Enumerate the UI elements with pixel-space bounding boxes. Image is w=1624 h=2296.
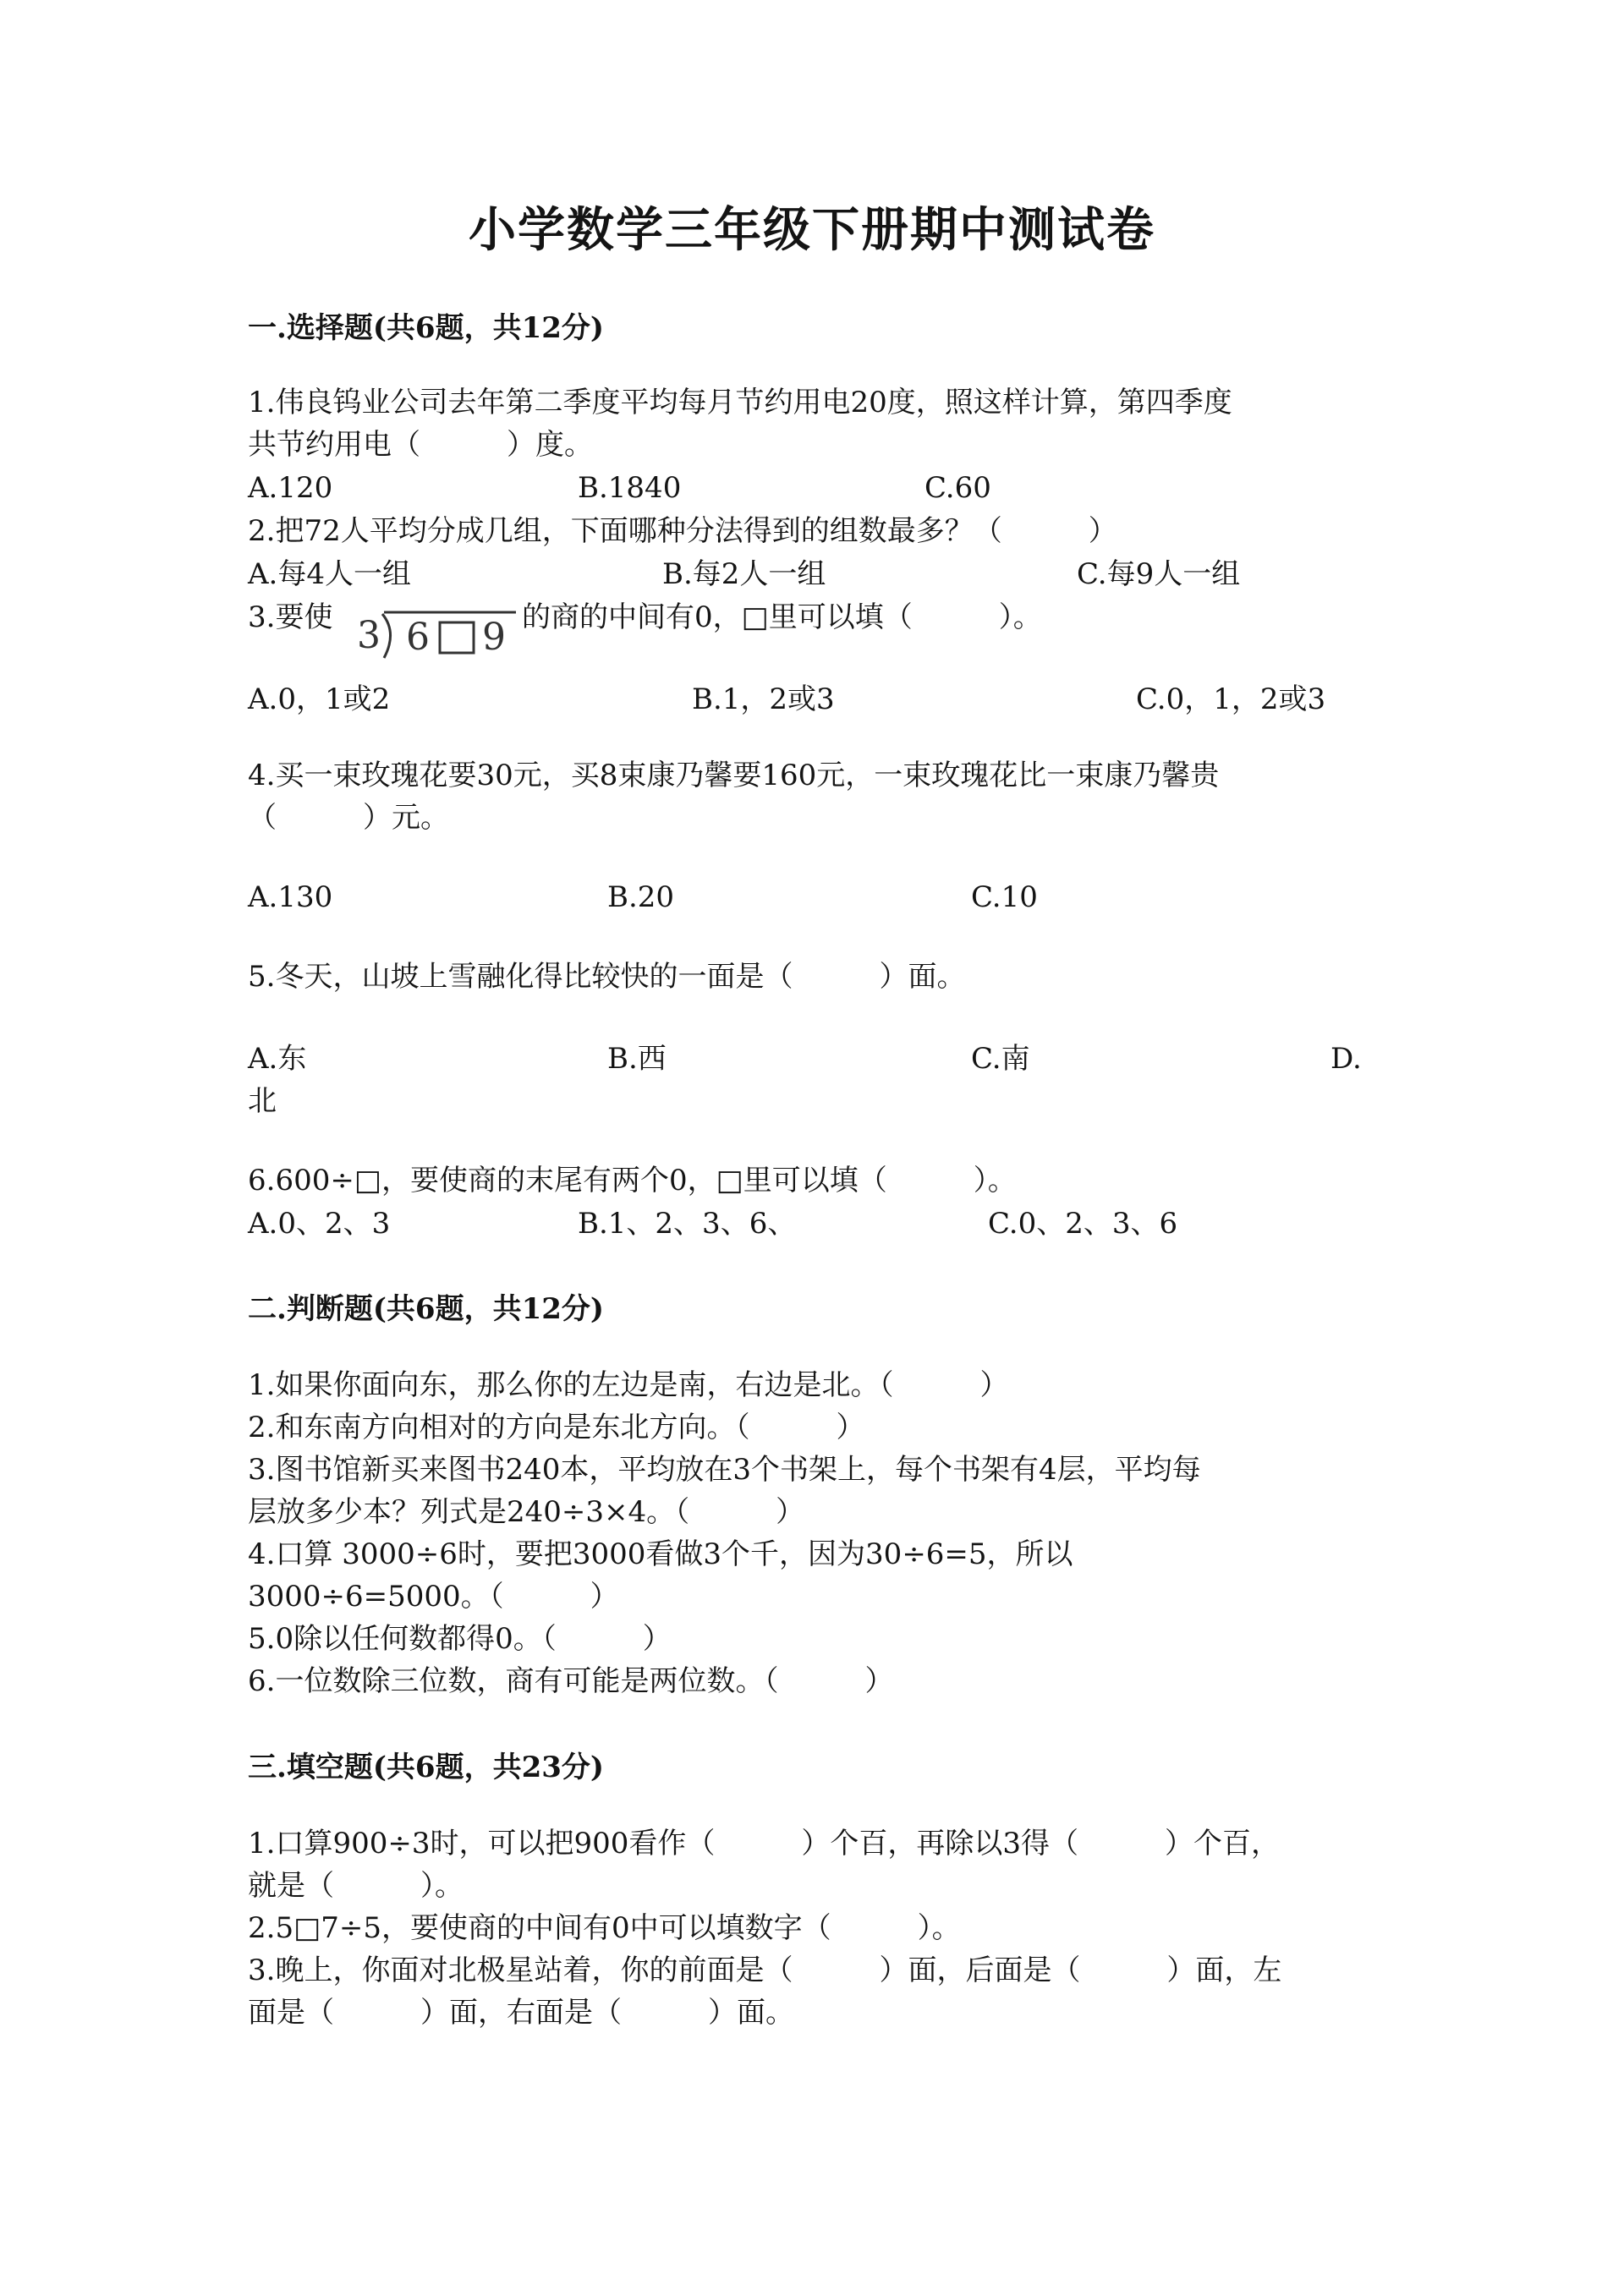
q4-option-a: A.130 [248, 880, 333, 914]
fill-line-3: 2.5□7÷5，要使商的中间有0中可以填数字（ ）。 [248, 1911, 961, 1945]
q5-option-d-text: 北 [248, 1084, 277, 1118]
dividend-right-digit: 9 [482, 616, 506, 659]
q5-option-d: D. [1330, 1042, 1362, 1076]
q5-option-a: A.东 [248, 1042, 307, 1076]
judge-line-7: 5.0除以任何数都得0。（ ） [248, 1622, 672, 1656]
blank-box [440, 622, 474, 653]
question-2-line-1: 2.把72人平均分成几组，下面哪种分法得到的组数最多？（ ） [248, 514, 1117, 548]
q4-option-b: B.20 [607, 880, 675, 914]
q1-option-c: C.60 [924, 471, 991, 505]
question-5-line-1: 5.冬天，山坡上雪融化得比较快的一面是（ ）面。 [248, 960, 966, 994]
q3-option-c: C.0，1，2或3 [1136, 682, 1326, 716]
q6-option-a: A.0、2、3 [248, 1207, 391, 1241]
question-4-line-2: （ ）元。 [248, 801, 449, 835]
q2-option-b: B.每2人一组 [662, 557, 826, 591]
judge-line-5: 4.口算 3000÷6时，要把3000看做3个千，因为30÷6=5，所以 [248, 1537, 1073, 1571]
judge-line-6: 3000÷6=5000。（ ） [248, 1580, 619, 1614]
q1-option-a: A.120 [248, 471, 333, 505]
dividend-left-digit: 6 [406, 616, 430, 659]
question-4-line-1: 4.买一束玫瑰花要30元，买8束康乃馨要160元，一束玫瑰花比一束康乃馨贵 [248, 759, 1220, 792]
fill-line-1: 1.口算900÷3时，可以把900看作（ ）个百，再除以3得（ ）个百， [248, 1827, 1280, 1860]
judge-line-1: 1.如果你面向东，那么你的左边是南，右边是北。（ ） [248, 1368, 1009, 1402]
section-heading-fill: 三.填空题(共6题，共23分) [248, 1751, 604, 1784]
q1-option-b: B.1840 [578, 471, 682, 505]
fill-line-4: 3.晚上，你面对北极星站着，你的前面是（ ）面，后面是（ ）面，左 [248, 1954, 1282, 1987]
q2-option-c: C.每9人一组 [1077, 557, 1241, 591]
fill-line-5: 面是（ ）面，右面是（ ）面。 [248, 1996, 794, 2030]
q5-option-c: C.南 [971, 1042, 1030, 1076]
q4-option-c: C.10 [971, 880, 1038, 914]
section-heading-judge: 二.判断题(共6题，共12分) [248, 1292, 604, 1326]
question-1-line-2: 共节约用电（ ）度。 [248, 428, 593, 462]
q3-option-a: A.0，1或2 [248, 682, 391, 716]
q6-option-c: C.0、2、3、6 [988, 1207, 1178, 1241]
judge-line-2: 2.和东南方向相对的方向是东北方向。（ ） [248, 1411, 865, 1444]
question-3-line-2: 的商的中间有0，□里可以填（ ）。 [522, 600, 1042, 634]
q3-option-b: B.1，2或3 [692, 682, 835, 716]
page-title: 小学数学三年级下册期中测试卷 [469, 202, 1155, 258]
q5-option-b: B.西 [607, 1042, 667, 1076]
question-6-line-1: 6.600÷□，要使商的末尾有两个0，□里可以填（ ）。 [248, 1164, 1017, 1197]
judge-line-8: 6.一位数除三位数，商有可能是两位数。（ ） [248, 1664, 894, 1698]
q6-option-b: B.1、2、3、6、 [578, 1207, 797, 1241]
divisor-digit: 3 [357, 614, 381, 657]
judge-line-4: 层放多少本？列式是240÷3×4。（ ） [248, 1495, 805, 1529]
question-3-line-1: 3.要使 [248, 600, 333, 634]
judge-line-3: 3.图书馆新买来图书240本，平均放在3个书架上，每个书架有4层，平均每 [248, 1453, 1201, 1487]
long-division-figure [347, 602, 520, 661]
section-heading-choice: 一.选择题(共6题，共12分) [248, 311, 604, 345]
division-bracket [382, 614, 391, 658]
q2-option-a: A.每4人一组 [248, 557, 411, 591]
question-1-line-1: 1.伟良钨业公司去年第二季度平均每月节约用电20度，照这样计算，第四季度 [248, 386, 1232, 419]
fill-line-2: 就是（ ）。 [248, 1869, 464, 1903]
